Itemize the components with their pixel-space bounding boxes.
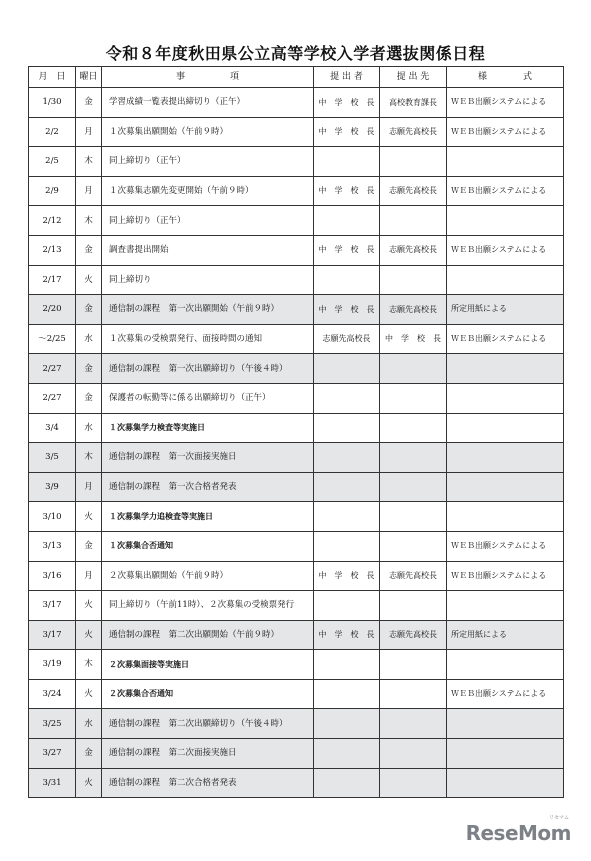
row-form: 所定用紙による [447, 295, 564, 325]
row-form [447, 383, 564, 413]
table-row [29, 295, 564, 325]
row-day: 金 [76, 88, 102, 118]
table-row [29, 739, 564, 769]
table-row [29, 679, 564, 709]
row-item: 学習成績一覧表提出締切り（正午） [102, 88, 314, 118]
row-date: 3/9 [29, 472, 76, 502]
row-date: 3/27 [29, 739, 76, 769]
table-row [29, 235, 564, 265]
row-date: 3/24 [29, 679, 76, 709]
row-day: 月 [76, 117, 102, 147]
table-row [29, 117, 564, 147]
row-form [447, 709, 564, 739]
row-submitter [314, 650, 380, 680]
row-form: ＷＥＢ出願システムによる [447, 561, 564, 591]
row-day: 木 [76, 650, 102, 680]
row-submitter: 中 学 校 長 [314, 295, 380, 325]
row-form [447, 502, 564, 532]
row-day: 水 [76, 413, 102, 443]
row-item: 通信制の課程 第一次面接実施日 [102, 443, 314, 473]
row-form [447, 265, 564, 295]
table-row [29, 176, 564, 206]
row-submitter [314, 531, 380, 561]
row-form: ＷＥＢ出願システムによる [447, 176, 564, 206]
table-header-row [29, 67, 564, 88]
header-destination: 提 出 先 [380, 67, 447, 88]
row-destination [380, 147, 447, 177]
row-form [447, 739, 564, 769]
row-form [447, 650, 564, 680]
row-submitter: 志願先高校長 [314, 324, 380, 354]
row-form [447, 472, 564, 502]
row-destination [380, 531, 447, 561]
row-date: 2/20 [29, 295, 76, 325]
row-submitter: 中 学 校 長 [314, 117, 380, 147]
row-date: 2/27 [29, 354, 76, 384]
row-date: 2/13 [29, 235, 76, 265]
row-item: １次募集学力追検査等実施日 [102, 502, 314, 532]
table-row [29, 206, 564, 236]
table-row [29, 472, 564, 502]
row-submitter [314, 739, 380, 769]
row-date: 3/25 [29, 709, 76, 739]
row-form: ＷＥＢ出願システムによる [447, 117, 564, 147]
table-row [29, 265, 564, 295]
row-date: 1/30 [29, 88, 76, 118]
row-date: ～2/25 [29, 324, 76, 354]
header-date: 月 日 [29, 67, 76, 88]
row-destination [380, 206, 447, 236]
row-item: 同上締切り（午前11時）、２次募集の受検票発行 [102, 591, 314, 621]
row-date: 3/31 [29, 768, 76, 798]
row-destination: 志願先高校長 [380, 620, 447, 650]
row-destination [380, 443, 447, 473]
row-form [447, 354, 564, 384]
row-date: 3/10 [29, 502, 76, 532]
row-day: 金 [76, 739, 102, 769]
row-submitter [314, 354, 380, 384]
row-day: 水 [76, 324, 102, 354]
row-day: 火 [76, 591, 102, 621]
row-day: 火 [76, 620, 102, 650]
table-row [29, 561, 564, 591]
row-item: １次募集志願先変更開始（午前９時） [102, 176, 314, 206]
row-form: ＷＥＢ出願システムによる [447, 235, 564, 265]
row-date: 2/5 [29, 147, 76, 177]
row-form [447, 147, 564, 177]
row-submitter [314, 147, 380, 177]
row-destination [380, 768, 447, 798]
row-item: 通信制の課程 第二次面接実施日 [102, 739, 314, 769]
row-date: 2/2 [29, 117, 76, 147]
row-item: ２次募集合否通知 [102, 679, 314, 709]
table-row [29, 88, 564, 118]
row-form: ＷＥＢ出願システムによる [447, 324, 564, 354]
row-submitter [314, 472, 380, 502]
row-destination [380, 383, 447, 413]
row-form [447, 768, 564, 798]
row-date: 2/27 [29, 383, 76, 413]
row-day: 火 [76, 502, 102, 532]
table-row [29, 620, 564, 650]
row-item: 同上締切り（正午） [102, 147, 314, 177]
row-destination [380, 265, 447, 295]
row-date: 3/16 [29, 561, 76, 591]
row-form: ＷＥＢ出願システムによる [447, 531, 564, 561]
row-item: 通信制の課程 第一次出願締切り（午後４時） [102, 354, 314, 384]
table-row [29, 413, 564, 443]
row-submitter [314, 679, 380, 709]
row-destination: 志願先高校長 [380, 235, 447, 265]
row-day: 月 [76, 561, 102, 591]
row-item: 同上締切り [102, 265, 314, 295]
row-date: 3/4 [29, 413, 76, 443]
row-submitter [314, 383, 380, 413]
row-item: 通信制の課程 第一次出願開始（午前９時） [102, 295, 314, 325]
row-day: 木 [76, 206, 102, 236]
row-day: 金 [76, 354, 102, 384]
row-date: 3/17 [29, 591, 76, 621]
row-submitter [314, 502, 380, 532]
row-day: 火 [76, 265, 102, 295]
row-destination: 志願先高校長 [380, 117, 447, 147]
header-item: 事 項 [102, 67, 314, 88]
row-date: 3/5 [29, 443, 76, 473]
row-destination [380, 354, 447, 384]
row-day: 金 [76, 235, 102, 265]
row-day: 金 [76, 383, 102, 413]
row-destination [380, 709, 447, 739]
row-destination: 高校教育課長 [380, 88, 447, 118]
row-item: 通信制の課程 第二次合格者発表 [102, 768, 314, 798]
row-destination: 志願先高校長 [380, 561, 447, 591]
row-day: 金 [76, 295, 102, 325]
row-day: 火 [76, 679, 102, 709]
row-submitter: 中 学 校 長 [314, 235, 380, 265]
schedule-table [28, 66, 564, 798]
row-form: ＷＥＢ出願システムによる [447, 88, 564, 118]
table-row [29, 443, 564, 473]
row-submitter [314, 413, 380, 443]
row-day: 月 [76, 176, 102, 206]
row-destination: 志願先高校長 [380, 176, 447, 206]
row-item: ２次募集出願開始（午前９時） [102, 561, 314, 591]
table-row [29, 147, 564, 177]
header-form: 様 式 [447, 67, 564, 88]
row-day: 火 [76, 768, 102, 798]
row-destination [380, 413, 447, 443]
row-date: 2/12 [29, 206, 76, 236]
row-item: 同上締切り（正午） [102, 206, 314, 236]
table-row [29, 354, 564, 384]
row-submitter: 中 学 校 長 [314, 620, 380, 650]
row-item: 通信制の課程 第一次合格者発表 [102, 472, 314, 502]
row-form [447, 413, 564, 443]
row-submitter: 中 学 校 長 [314, 176, 380, 206]
row-destination [380, 739, 447, 769]
row-submitter [314, 768, 380, 798]
row-submitter [314, 591, 380, 621]
row-submitter: 中 学 校 長 [314, 561, 380, 591]
row-form [447, 591, 564, 621]
row-submitter [314, 265, 380, 295]
table-row [29, 324, 564, 354]
row-form [447, 443, 564, 473]
row-form: 所定用紙による [447, 620, 564, 650]
row-destination [380, 472, 447, 502]
row-date: 2/17 [29, 265, 76, 295]
row-item: １次募集出願開始（午前９時） [102, 117, 314, 147]
row-day: 水 [76, 709, 102, 739]
row-day: 木 [76, 443, 102, 473]
row-item: 保護者の転勤等に係る出願締切り（正午） [102, 383, 314, 413]
row-submitter [314, 206, 380, 236]
row-item: １次募集合否通知 [102, 531, 314, 561]
row-form [447, 206, 564, 236]
row-item: 通信制の課程 第二次出願開始（午前９時） [102, 620, 314, 650]
table-row [29, 383, 564, 413]
row-destination [380, 650, 447, 680]
table-row [29, 650, 564, 680]
table-row [29, 709, 564, 739]
row-item: １次募集学力検査等実施日 [102, 413, 314, 443]
row-submitter [314, 709, 380, 739]
row-date: 3/13 [29, 531, 76, 561]
row-day: 木 [76, 147, 102, 177]
table-row [29, 768, 564, 798]
table-row [29, 531, 564, 561]
row-form: ＷＥＢ出願システムによる [447, 679, 564, 709]
row-destination: 中 学 校 長 [380, 324, 447, 354]
row-date: 3/19 [29, 650, 76, 680]
row-item: ２次募集面接等実施日 [102, 650, 314, 680]
row-date: 2/9 [29, 176, 76, 206]
row-item: 通信制の課程 第二次出願締切り（午後４時） [102, 709, 314, 739]
row-item: 調査書提出開始 [102, 235, 314, 265]
row-destination [380, 591, 447, 621]
row-destination: 志願先高校長 [380, 295, 447, 325]
logo-kana: リセマム [549, 815, 569, 821]
row-day: 金 [76, 531, 102, 561]
row-destination [380, 502, 447, 532]
header-day: 曜日 [76, 67, 102, 88]
resemom-logo: ReseMom [465, 821, 571, 845]
row-date: 3/17 [29, 620, 76, 650]
row-item: １次募集の受検票発行、面接時間の通知 [102, 324, 314, 354]
table-row [29, 502, 564, 532]
document-title: 令和８年度秋田県公立高等学校入学者選抜関係日程 [105, 43, 486, 63]
table-row [29, 591, 564, 621]
row-destination [380, 679, 447, 709]
row-submitter: 中 学 校 長 [314, 88, 380, 118]
row-submitter [314, 443, 380, 473]
row-day: 月 [76, 472, 102, 502]
header-submitter: 提 出 者 [314, 67, 380, 88]
